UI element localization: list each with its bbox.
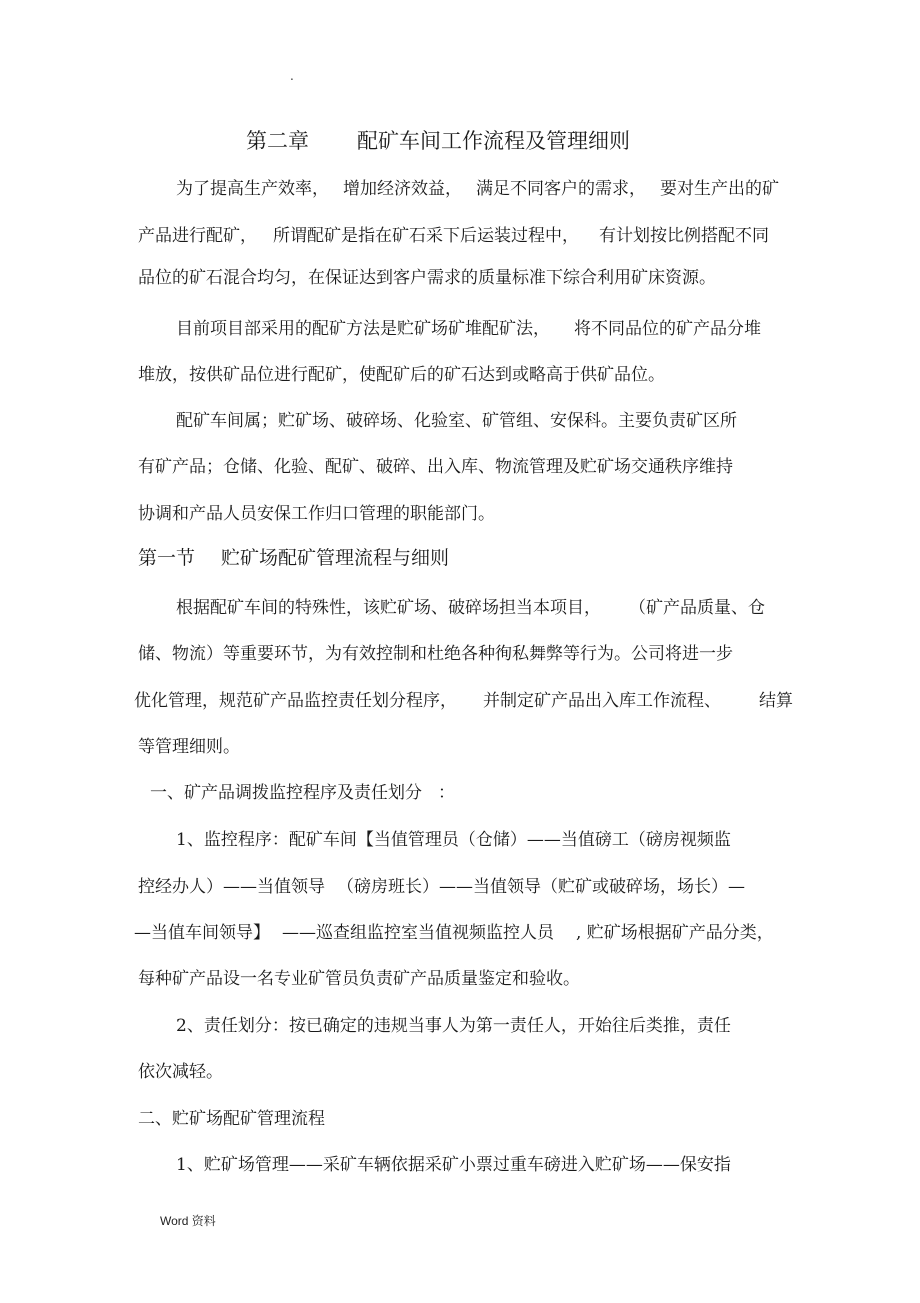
list-item-line: 每种矿产品设一名专业矿管员负责矿产品质量鉴定和验收。 — [138, 969, 580, 989]
section-heading — [138, 546, 449, 570]
paragraph-line: 优化管理，规范矿产品监控责任划分程序， 并制定矿产品出入库工作流程、 结算 — [134, 691, 793, 711]
paragraph-line: 产品进行配矿， 所谓配矿是指在矿石采下后运装过程中， 有计划按比例搭配不同 — [138, 226, 769, 246]
chapter-title — [246, 128, 630, 154]
paragraph-line: 等管理细则。 — [138, 737, 240, 757]
section-title: 贮矿场配矿管理流程与细则 — [221, 547, 450, 569]
page-footer: Word 资料 — [160, 1214, 216, 1228]
subheading: 一、矿产品调拨监控程序及责任划分 ： — [150, 783, 455, 803]
list-item-line: —当值车间领导】 ——巡查组监控室当值视频监控人员 , 贮矿场根据矿产品分类， — [134, 923, 774, 943]
paragraph-line: 为了提高生产效率， 增加经济效益， 满足不同客户的需求， 要对生产出的矿 — [176, 179, 779, 199]
header-mark: . — [290, 69, 294, 83]
paragraph-line: 协调和产品人员安保工作归口管理的职能部门。 — [138, 504, 495, 524]
paragraph-line: 根据配矿车间的特殊性，该贮矿场、破碎场担当本项目， （矿产品质量、仓 — [176, 598, 765, 618]
list-item-line: 依次减轻。 — [138, 1062, 223, 1082]
paragraph-line: 目前项目部采用的配矿方法是贮矿场矿堆配矿法， 将不同品位的矿产品分堆 — [176, 319, 761, 339]
list-item-line: 1、贮矿场管理——采矿车辆依据采矿小票过重车磅进入贮矿场——保安指 — [176, 1155, 731, 1175]
paragraph-line: 储、物流）等重要环节，为有效控制和杜绝各种徇私舞弊等行为。公司将进一步 — [138, 644, 733, 664]
paragraph-line: 配矿车间属；贮矿场、破碎场、化验室、矿管组、安保科。主要负责矿区所 — [176, 411, 737, 431]
subheading: 二、贮矿场配矿管理流程 — [138, 1109, 325, 1129]
paragraph-line: 品位的矿石混合均匀，在保证达到客户需求的质量标准下综合利用矿床资源。 — [138, 268, 716, 288]
list-item-line: 1、监控程序：配矿车间【当值管理员（仓储）——当值磅工（磅房视频监 — [176, 830, 731, 850]
chapter-number: 第二章 — [246, 129, 309, 153]
paragraph-line: 堆放，按供矿品位进行配矿，使配矿后的矿石达到或略高于供矿品位。 — [138, 365, 665, 385]
section-label: 第一节 — [138, 547, 196, 569]
list-item-line: 2、责任划分：按已确定的违规当事人为第一责任人，开始往后类推，责任 — [176, 1016, 731, 1036]
paragraph-line: 有矿产品；仓储、化验、配矿、破碎、出入库、物流管理及贮矿场交通秩序维持 — [138, 457, 733, 477]
chapter-name: 配矿车间工作流程及管理细则 — [357, 129, 630, 153]
list-item-line: 控经办人）——当值领导 （磅房班长）——当值领导（贮矿或破碎场，场长）— — [138, 877, 745, 897]
